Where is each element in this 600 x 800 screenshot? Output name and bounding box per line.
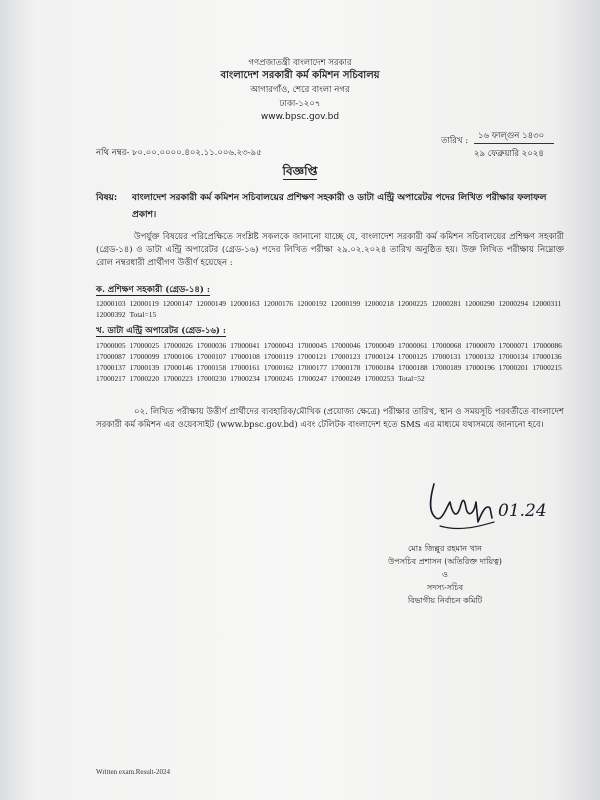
- section-a-roll-number: 12000163: [229, 299, 260, 308]
- subject-text: বাংলাদেশ সরকারী কর্ম কমিশন সচিবালয়ের প্রশিক্ষণ সহকারী ও ডাটা এন্ট্রি অপারেটর পদের লিখিত পরীক্ষার ফলাফল প্রকাশ।: [132, 193, 547, 220]
- section-a-roll-number: 12000281: [431, 299, 461, 308]
- section-b-roll-number: 17000046: [330, 341, 361, 350]
- section-b-roll-number: 17000189: [431, 363, 462, 372]
- section-a-roll-number: 12000392: [96, 310, 126, 319]
- section-b-roll-number: 17000184: [364, 363, 395, 372]
- section-b-roll-number: 17000249: [330, 374, 361, 383]
- section-b-title-text: খ. ডাটা এন্ট্রি অপারেটর (গ্রেড-১৬) :: [96, 326, 227, 336]
- section-b-roll-number: 17000178: [330, 363, 361, 372]
- section-a-roll-number: 12000176: [263, 299, 294, 308]
- section-b-roll-number: 17000070: [465, 341, 495, 350]
- section-b-roll-number: 17000025: [129, 341, 160, 350]
- section-b-roll-number: 17000162: [263, 363, 294, 372]
- date-divider: [474, 143, 554, 144]
- section-a-roll-number: 12000311: [532, 299, 562, 308]
- section-a-roll-number: 12000149: [196, 299, 226, 308]
- section-b-roll-number: 17000108: [230, 352, 260, 361]
- section-b-roll-number: 17000201: [498, 363, 529, 372]
- section-b-roll-number: 17000217: [96, 374, 126, 383]
- heading-text: বিজ্ঞপ্তি: [282, 164, 318, 178]
- paragraph-1: উপর্যুক্ত বিষয়ের পরিপ্রেক্ষিতে সংশ্লিষ্ট সকলকে জানানো যাচ্ছে যে, বাংলাদেশ সরকারী কর্ম কমিশন সচিবালয়ের প্রশিক্ষণ সহকারী (গ্রেড-১৪) ও ডাটা এন্ট্রি অপারেটর (গ্রেড-১৬) পদের লিখিত পরীক্ষা ২৯.০২.২০২৪ তারিখ অনুষ্ঠিত হয়। উক্ত লিখিত পরীক্ষায় নিম্নোক্ত রোল নম্বরধারী প্রার্থীগণ উত্তীর্ণ হয়েছেন :: [96, 232, 564, 268]
- section-b-roll-number: 17000107: [196, 352, 227, 361]
- section-a-roll-number: 12000294: [498, 299, 529, 308]
- date-bangla: ১৬ ফাল্গুন ১৪৩০: [478, 131, 545, 141]
- section-b-roll-number: 17000139: [129, 363, 160, 372]
- section-b-roll-number: 17000071: [498, 341, 529, 350]
- section-b-roll-number: 17000234: [230, 374, 260, 383]
- section-a-roll-number: 12000119: [129, 299, 159, 308]
- section-b-roll-number: 17000045: [297, 341, 327, 350]
- section-b-roll-number: 17000161: [230, 363, 260, 372]
- signatory-block: [360, 542, 530, 607]
- section-b-roll-number: 17000158: [196, 363, 227, 372]
- section-a-rolls: [96, 298, 576, 320]
- section-a-roll-number: 12000147: [162, 299, 193, 308]
- section-b-roll-number: 17000086: [532, 341, 562, 350]
- signatory-designation: উপসচিব প্রশাসন (অতিরিক্ত দায়িত্ব): [388, 557, 502, 566]
- section-b-roll-number: 17000253: [364, 374, 395, 383]
- section-b-roll-number: 17000043: [263, 341, 294, 350]
- section-a-title-text: ক. প্রশিক্ষণ সহকারী (গ্রেড-১৪) :: [96, 285, 210, 295]
- subject-label: বিষয়:: [96, 193, 118, 203]
- section-a-roll-number: 12000225: [397, 299, 428, 308]
- section-a-roll-number: 12000218: [364, 299, 394, 308]
- section-b-roll-number: 17000132: [464, 352, 495, 361]
- section-b-roll-number: 17000005: [96, 341, 126, 350]
- address-line: আগারগাঁও, শেরে বাংলা নগর: [250, 85, 350, 95]
- section-a-roll-number: 12000103: [96, 299, 126, 308]
- footer-text: Written exam.Result-2024: [96, 768, 170, 776]
- website-text: www.bpsc.gov.bd: [260, 112, 340, 122]
- section-b-roll-number: 17000188: [398, 363, 428, 372]
- section-b-roll-number: 17000123: [330, 352, 361, 361]
- section-b-roll-number: 17000049: [364, 341, 395, 350]
- section-b-roll-number: 17000041: [230, 341, 260, 350]
- section-b-roll-number: 17000026: [163, 341, 193, 350]
- section-b-roll-number: 17000125: [397, 352, 428, 361]
- section-b-roll-number: 17000036: [196, 341, 227, 350]
- section-b-roll-number: 17000247: [297, 374, 327, 383]
- section-a-roll-number: 12000290: [464, 299, 495, 308]
- section-a-title: [96, 283, 210, 297]
- section-b-roll-number: 17000196: [465, 363, 495, 372]
- section-b-roll-number: 17000106: [163, 352, 193, 361]
- signatory-role2: বিভাগীয় নির্বাচন কমিটি: [407, 596, 483, 605]
- signatory-and: ও: [442, 570, 448, 579]
- section-b-roll-number: 17000068: [431, 341, 462, 350]
- city-line: ঢাকা-১২০৭: [279, 99, 321, 109]
- section-b-roll-number: 17000146: [163, 363, 193, 372]
- section-b-roll-number: 17000215: [532, 363, 562, 372]
- section-b-roll-number: 17000124: [364, 352, 394, 361]
- section-a-roll-number: 12000192: [297, 299, 327, 308]
- section-b-roll-number: 17000177: [297, 363, 327, 372]
- section-b-total: Total=52: [398, 374, 425, 383]
- section-b-title: [96, 324, 226, 338]
- signatory-role1: সদস্য-সচিব: [426, 583, 464, 592]
- memo-number: নথি নম্বর- ৮০.০০.০০০০.৪০২.১১.০০৬.২৩-৯৫: [96, 148, 262, 158]
- section-b-rolls: [96, 340, 576, 384]
- section-b-roll-number: 17000136: [532, 352, 562, 361]
- section-a-roll-number: 12000199: [330, 299, 361, 308]
- date-label: তারিখ :: [441, 136, 469, 146]
- section-b-roll-number: 17000099: [129, 352, 160, 361]
- notice-heading: [0, 163, 600, 183]
- paragraph-2-text: লিখিত পরীক্ষায় উত্তীর্ণ প্রার্থীদের ব্যবহারিক/মৌখিক (প্রযোজ্য ক্ষেত্রে) পরীক্ষার তারিখ, স্থান ও সময়সূচি পরবর্তীতে বাংলাদেশ সরকারী কর্ম কমিশন এর ওয়েবসাইট (www.bpsc.gov.bd) এবং টেলিটক বাংলাদেশ হতে SMS এর মাধ্যমে যথাসময়ে জানানো হবে।: [96, 407, 564, 430]
- section-b-roll-number: 17000230: [196, 374, 227, 383]
- handwritten-signature: [420, 478, 560, 542]
- office-title: বাংলাদেশ সরকারী কর্ম কমিশন সচিবালয়: [220, 70, 380, 81]
- paragraph-2: [96, 406, 564, 432]
- section-b-roll-number: 17000134: [498, 352, 529, 361]
- section-b-roll-number: 17000061: [398, 341, 428, 350]
- section-b-roll-number: 17000131: [431, 352, 461, 361]
- govt-title: গণপ্রজাতন্ত্রী বাংলাদেশ সরকার: [248, 58, 352, 68]
- section-b-roll-number: 17000119: [263, 352, 294, 361]
- date-english: ২৯ ফেব্রুয়ারি ২০২৪: [474, 149, 544, 159]
- section-b-roll-number: 17000223: [163, 374, 193, 383]
- section-b-roll-number: 17000087: [96, 352, 126, 361]
- section-b-roll-number: 17000220: [129, 374, 160, 383]
- section-b-roll-number: 17000121: [297, 352, 327, 361]
- signatory-name: মোঃ জিল্লুর রহমান খান: [408, 544, 482, 553]
- section-a-total: Total=15: [129, 310, 157, 319]
- paragraph-2-number: ০২.: [134, 407, 148, 417]
- section-b-roll-number: 17000137: [96, 363, 126, 372]
- signature-date: 01.24: [498, 501, 547, 521]
- section-b-roll-number: 17000245: [263, 374, 294, 383]
